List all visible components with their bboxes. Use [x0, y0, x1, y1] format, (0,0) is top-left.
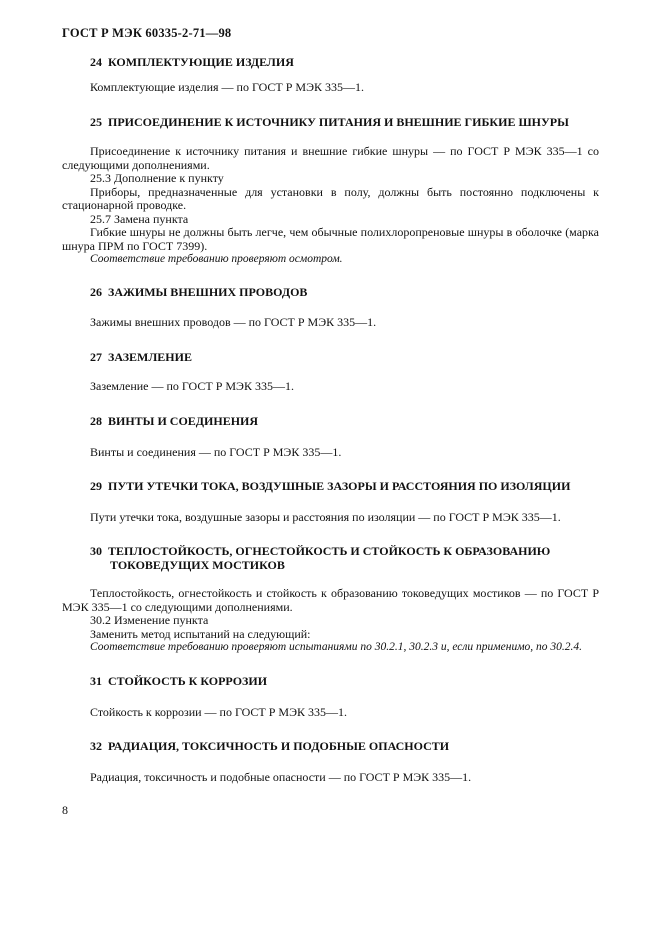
- section-29: [62, 479, 599, 493]
- section-28: [62, 414, 599, 428]
- paragraph: Радиация, токсичность и подобные опасности — по ГОСТ Р МЭК 335—1.: [90, 770, 472, 784]
- section-heading: 27 ЗАЗЕМЛЕНИЕ: [90, 350, 192, 364]
- section-heading: 26 ЗАЖИМЫ ВНЕШНИХ ПРОВОДОВ: [90, 285, 308, 299]
- paragraph: Теплостойкость, огнестойкость и стойкость к образованию токоведущих мостиков — по ГОСТ Р МЭК 335—1 со следующими дополнениями.: [62, 586, 599, 614]
- section-24: [62, 55, 599, 69]
- section-30-body: [62, 587, 599, 655]
- page-number: 8: [62, 803, 68, 817]
- section-heading: 28 ВИНТЫ И СОЕДИНЕНИЯ: [90, 414, 259, 428]
- section-30: [62, 544, 599, 572]
- section-heading-continued: ТОКОВЕДУЩИХ МОСТИКОВ: [110, 558, 285, 572]
- paragraph: Гибкие шнуры не должны быть легче, чем обычные полихлоропреновые шнуры в оболочке (марка шнура ПРМ по ГОСТ 7399).: [62, 225, 599, 253]
- compliance-note: Соответствие требованию проверяют осмотром.: [90, 253, 343, 265]
- section-32: [62, 739, 599, 753]
- section-heading: 25 ПРИСОЕДИНЕНИЕ К ИСТОЧНИКУ ПИТАНИЯ И ВНЕШНИЕ ГИБКИЕ ШНУРЫ: [90, 115, 569, 129]
- paragraph: Заменить метод испытаний на следующий:: [90, 626, 311, 641]
- document-header: ГОСТ Р МЭК 60335-2-71—98: [62, 26, 232, 40]
- section-25-body: [62, 145, 599, 267]
- section-heading: 29 ПУТИ УТЕЧКИ ТОКА, ВОЗДУШНЫЕ ЗАЗОРЫ И РАССТОЯНИЯ ПО ИЗОЛЯЦИИ: [90, 479, 571, 493]
- section-31-body: [62, 706, 599, 720]
- section-heading: 24 КОМПЛЕКТУЮЩИЕ ИЗДЕЛИЯ: [90, 55, 294, 69]
- section-26: [62, 285, 599, 299]
- section-24-body: [62, 81, 599, 95]
- paragraph: Присоединение к источнику питания и внешние гибкие шнуры — по ГОСТ Р МЭК 335—1 со следующими дополнениями.: [62, 144, 599, 172]
- paragraph: Пути утечки тока, воздушные зазоры и расстояния по изоляции — по ГОСТ Р МЭК 335—1.: [90, 510, 561, 524]
- section-31: [62, 674, 599, 688]
- section-25: [62, 115, 599, 129]
- paragraph: Винты и соединения — по ГОСТ Р МЭК 335—1.: [90, 445, 342, 459]
- paragraph: Стойкость к коррозии — по ГОСТ Р МЭК 335—1.: [90, 705, 348, 719]
- clause-label: 25.7 Замена пункта: [90, 211, 189, 226]
- compliance-note: Соответствие требованию проверяют испытаниями по 30.2.1, 30.2.3 и, если применимо, по 30.2.4.: [90, 641, 583, 653]
- section-26-body: [62, 316, 599, 330]
- section-heading: 30 ТЕПЛОСТОЙКОСТЬ, ОГНЕСТОЙКОСТЬ И СТОЙКОСТЬ К ОБРАЗОВАНИЮ: [90, 544, 551, 558]
- section-27-body: [62, 380, 599, 394]
- section-27: [62, 350, 599, 364]
- section-28-body: [62, 446, 599, 460]
- paragraph: Комплектующие изделия — по ГОСТ Р МЭК 335—1.: [90, 80, 365, 94]
- paragraph: Зажимы внешних проводов — по ГОСТ Р МЭК 335—1.: [90, 315, 377, 329]
- section-heading: 32 РАДИАЦИЯ, ТОКСИЧНОСТЬ И ПОДОБНЫЕ ОПАСНОСТИ: [90, 739, 450, 753]
- section-heading: 31 СТОЙКОСТЬ К КОРРОЗИИ: [90, 674, 268, 688]
- paragraph: Заземление — по ГОСТ Р МЭК 335—1.: [90, 379, 294, 393]
- section-32-body: [62, 771, 599, 785]
- clause-label: 25.3 Дополнение к пункту: [90, 171, 224, 185]
- section-29-body: [62, 511, 599, 525]
- paragraph: Приборы, предназначенные для установки в полу, должны быть постоянно подключены к стационарной проводке.: [62, 184, 599, 212]
- clause-label: 30.2 Изменение пункта: [90, 613, 209, 627]
